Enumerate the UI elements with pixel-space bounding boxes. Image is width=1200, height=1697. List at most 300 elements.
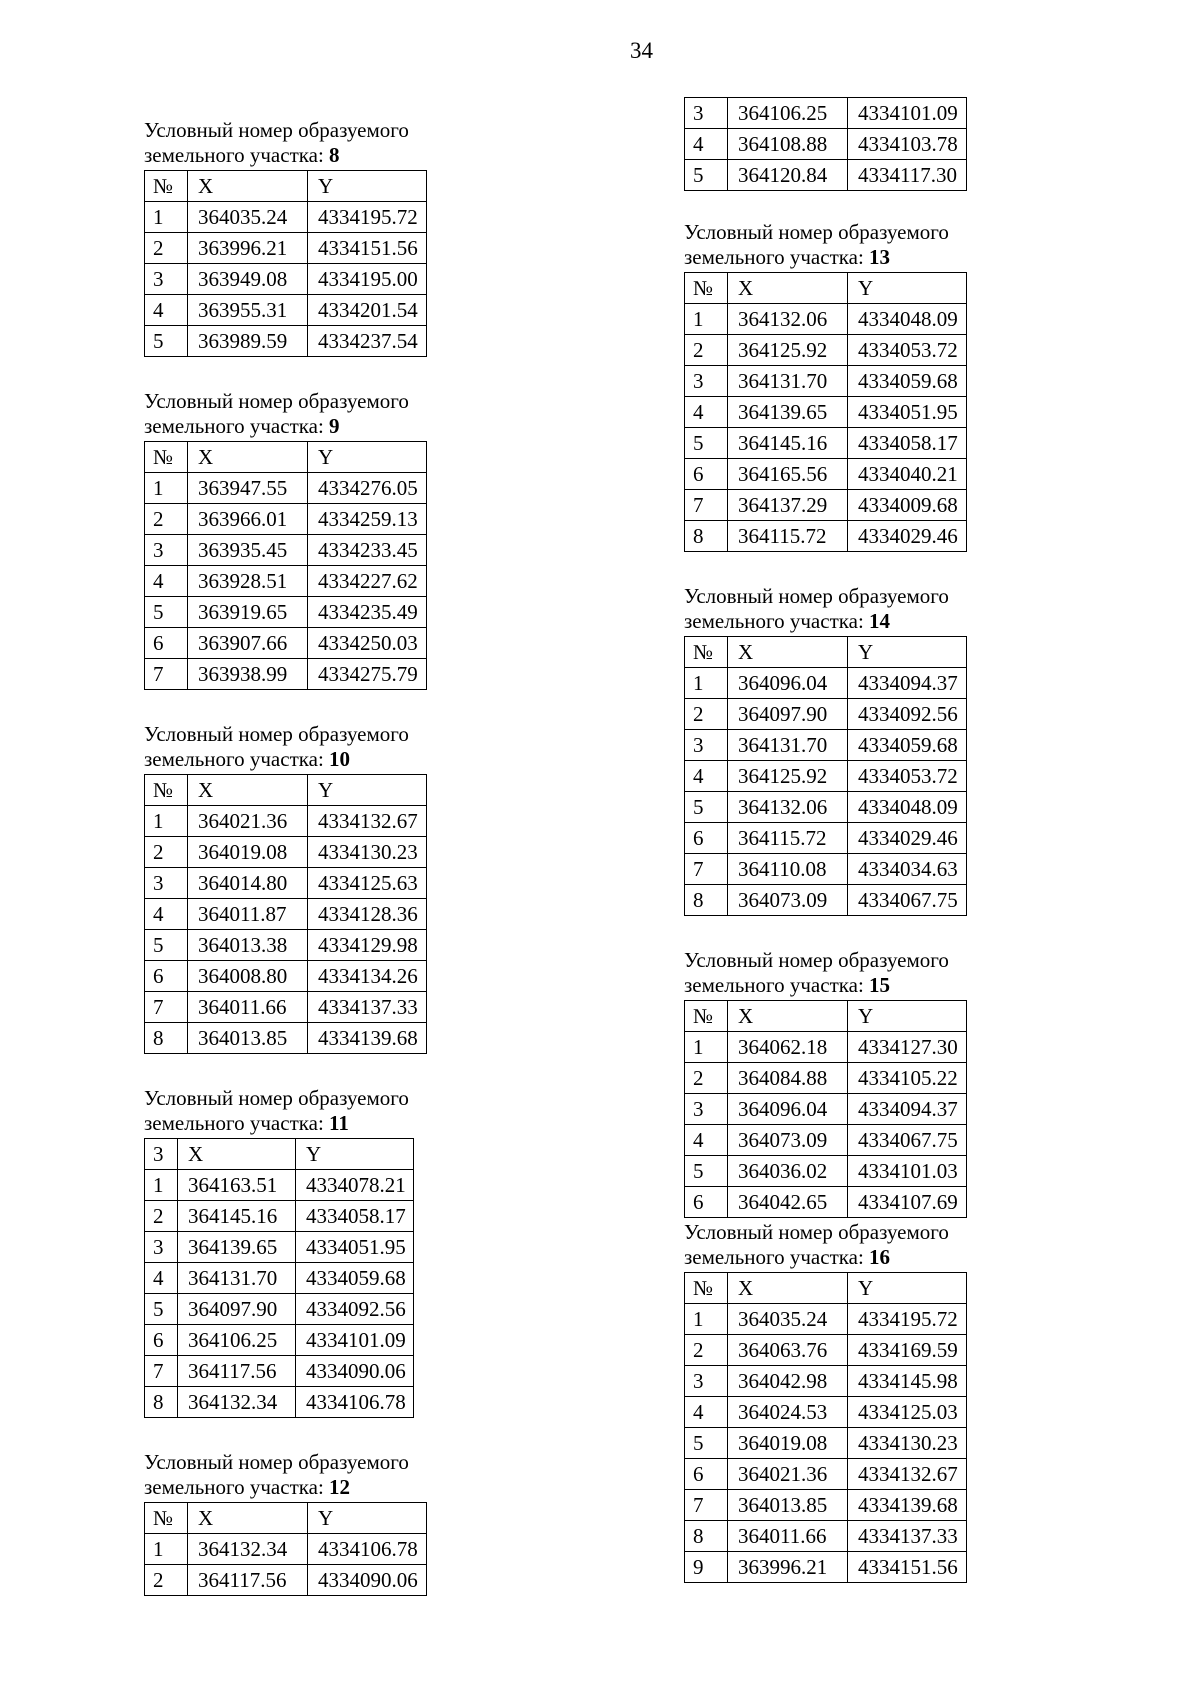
coordinates-table — [684, 97, 967, 191]
right-column — [684, 97, 1014, 1583]
point-number: 2 — [145, 233, 188, 264]
y-coordinate: 4334078.21 — [296, 1170, 414, 1201]
point-number: 4 — [685, 1397, 728, 1428]
column-header: X — [178, 1139, 296, 1170]
y-coordinate: 4334103.78 — [848, 129, 967, 160]
x-coordinate: 364062.18 — [728, 1032, 848, 1063]
x-coordinate: 364145.16 — [178, 1201, 296, 1232]
y-coordinate: 4334067.75 — [848, 1125, 967, 1156]
table-row — [145, 930, 427, 961]
coordinates-table — [144, 1502, 427, 1596]
table-row — [685, 428, 967, 459]
table-row — [685, 98, 967, 129]
heading-line-1: Условный номер образуемого — [144, 722, 409, 746]
x-coordinate: 363996.21 — [188, 233, 308, 264]
table-header-row — [145, 1503, 427, 1534]
table-row — [145, 1356, 414, 1387]
table-row — [145, 628, 427, 659]
x-coordinate: 364021.36 — [728, 1459, 848, 1490]
y-coordinate: 4334053.72 — [848, 761, 967, 792]
table-row — [685, 792, 967, 823]
table-row — [685, 1125, 967, 1156]
y-coordinate: 4334127.30 — [848, 1032, 967, 1063]
coordinates-table — [144, 170, 427, 357]
y-coordinate: 4334048.09 — [848, 792, 967, 823]
point-number: 6 — [685, 1187, 728, 1218]
point-number: 2 — [145, 1565, 188, 1596]
x-coordinate: 364096.04 — [728, 668, 848, 699]
section-heading — [144, 1086, 474, 1136]
x-coordinate: 364106.25 — [178, 1325, 296, 1356]
x-coordinate: 364139.65 — [178, 1232, 296, 1263]
y-coordinate: 4334130.23 — [848, 1428, 967, 1459]
y-coordinate: 4334058.17 — [848, 428, 967, 459]
y-coordinate: 4334009.68 — [848, 490, 967, 521]
table-row — [145, 961, 427, 992]
heading-prefix: земельного участка: — [684, 1245, 870, 1269]
column-header: 3 — [145, 1139, 178, 1170]
point-number: 8 — [145, 1387, 178, 1418]
x-coordinate: 363928.51 — [188, 566, 308, 597]
x-coordinate: 364084.88 — [728, 1063, 848, 1094]
column-header: № — [685, 637, 728, 668]
column-header: X — [188, 1503, 308, 1534]
point-number: 2 — [685, 1063, 728, 1094]
x-coordinate: 364013.38 — [188, 930, 308, 961]
column-header: № — [145, 1503, 188, 1534]
point-number: 4 — [685, 1125, 728, 1156]
column-header: Y — [848, 1001, 967, 1032]
y-coordinate: 4334029.46 — [848, 823, 967, 854]
plot-section — [144, 1450, 474, 1596]
point-number: 4 — [685, 397, 728, 428]
x-coordinate: 364035.24 — [188, 202, 308, 233]
y-coordinate: 4334101.09 — [848, 98, 967, 129]
heading-prefix: земельного участка: — [144, 747, 330, 771]
coordinates-table — [144, 1138, 414, 1418]
y-coordinate: 4334134.26 — [308, 961, 427, 992]
coordinates-table — [144, 774, 427, 1054]
heading-line-1: Условный номер образуемого — [144, 1086, 409, 1110]
table-row — [685, 1397, 967, 1428]
plot-section — [144, 1086, 474, 1418]
plot-section — [144, 118, 474, 357]
plot-section — [684, 220, 1014, 552]
heading-line-1: Условный номер образуемого — [684, 1220, 949, 1244]
x-coordinate: 364110.08 — [728, 854, 848, 885]
plot-number: 12 — [329, 1475, 351, 1499]
x-coordinate: 364073.09 — [728, 1125, 848, 1156]
point-number: 1 — [145, 1534, 188, 1565]
section-heading — [144, 722, 474, 772]
table-row — [145, 233, 427, 264]
x-coordinate: 364117.56 — [188, 1565, 308, 1596]
plot-number: 13 — [869, 245, 891, 269]
heading-line-2 — [144, 1111, 474, 1136]
y-coordinate: 4334105.22 — [848, 1063, 967, 1094]
table-row — [145, 504, 427, 535]
table-row — [685, 1521, 967, 1552]
y-coordinate: 4334237.54 — [308, 326, 427, 357]
y-coordinate: 4334058.17 — [296, 1201, 414, 1232]
point-number: 3 — [145, 264, 188, 295]
x-coordinate: 364165.56 — [728, 459, 848, 490]
point-number: 6 — [685, 1459, 728, 1490]
point-number: 5 — [685, 792, 728, 823]
point-number: 2 — [685, 699, 728, 730]
y-coordinate: 4334051.95 — [848, 397, 967, 428]
column-header: Y — [308, 171, 427, 202]
table-row — [145, 295, 427, 326]
table-row — [145, 1201, 414, 1232]
y-coordinate: 4334059.68 — [296, 1263, 414, 1294]
table-row — [685, 304, 967, 335]
table-row — [145, 597, 427, 628]
x-coordinate: 364063.76 — [728, 1335, 848, 1366]
column-header: № — [145, 775, 188, 806]
table-row — [685, 1428, 967, 1459]
table-header-row — [145, 442, 427, 473]
y-coordinate: 4334092.56 — [296, 1294, 414, 1325]
heading-prefix: земельного участка: — [144, 1475, 330, 1499]
x-coordinate: 364011.66 — [188, 992, 308, 1023]
x-coordinate: 364137.29 — [728, 490, 848, 521]
table-row — [685, 885, 967, 916]
x-coordinate: 364115.72 — [728, 521, 848, 552]
page-number: 34 — [630, 38, 653, 63]
point-number: 6 — [685, 823, 728, 854]
x-coordinate: 364019.08 — [728, 1428, 848, 1459]
heading-line-1: Условный номер образуемого — [144, 118, 409, 142]
table-row — [145, 868, 427, 899]
point-number: 3 — [145, 1232, 178, 1263]
y-coordinate: 4334276.05 — [308, 473, 427, 504]
table-row — [145, 264, 427, 295]
table-row — [145, 899, 427, 930]
x-coordinate: 364024.53 — [728, 1397, 848, 1428]
x-coordinate: 364131.70 — [178, 1263, 296, 1294]
y-coordinate: 4334125.63 — [308, 868, 427, 899]
table-row — [145, 1565, 427, 1596]
y-coordinate: 4334034.63 — [848, 854, 967, 885]
x-coordinate: 364132.06 — [728, 304, 848, 335]
table-row — [685, 668, 967, 699]
table-row — [685, 335, 967, 366]
y-coordinate: 4334040.21 — [848, 459, 967, 490]
point-number: 3 — [685, 366, 728, 397]
x-coordinate: 364042.98 — [728, 1366, 848, 1397]
heading-prefix: земельного участка: — [684, 973, 870, 997]
table-row — [685, 521, 967, 552]
column-header: № — [145, 442, 188, 473]
heading-line-2 — [144, 747, 474, 772]
point-number: 4 — [145, 295, 188, 326]
table-row — [145, 1294, 414, 1325]
y-coordinate: 4334139.68 — [308, 1023, 427, 1054]
point-number: 1 — [685, 1304, 728, 1335]
column-header: Y — [308, 1503, 427, 1534]
point-number: 4 — [685, 129, 728, 160]
table-row — [685, 1552, 967, 1583]
point-number: 3 — [145, 535, 188, 566]
heading-line-2 — [144, 143, 474, 168]
table-row — [685, 730, 967, 761]
y-coordinate: 4334129.98 — [308, 930, 427, 961]
plot-number: 9 — [329, 414, 340, 438]
x-coordinate: 363966.01 — [188, 504, 308, 535]
y-coordinate: 4334132.67 — [308, 806, 427, 837]
x-coordinate: 364108.88 — [728, 129, 848, 160]
point-number: 3 — [685, 1094, 728, 1125]
table-row — [145, 1325, 414, 1356]
heading-line-2 — [144, 1475, 474, 1500]
point-number: 4 — [145, 1263, 178, 1294]
point-number: 4 — [145, 899, 188, 930]
x-coordinate: 364021.36 — [188, 806, 308, 837]
y-coordinate: 4334250.03 — [308, 628, 427, 659]
y-coordinate: 4334059.68 — [848, 730, 967, 761]
point-number: 3 — [145, 868, 188, 899]
point-number: 9 — [685, 1552, 728, 1583]
y-coordinate: 4334195.72 — [848, 1304, 967, 1335]
table-row — [685, 160, 967, 191]
table-row — [145, 566, 427, 597]
point-number: 3 — [685, 730, 728, 761]
heading-line-2 — [144, 414, 474, 439]
heading-prefix: земельного участка: — [144, 414, 330, 438]
coordinates-table — [684, 272, 967, 552]
table-header-row — [145, 171, 427, 202]
y-coordinate: 4334092.56 — [848, 699, 967, 730]
y-coordinate: 4334145.98 — [848, 1366, 967, 1397]
y-coordinate: 4334169.59 — [848, 1335, 967, 1366]
table-header-row — [685, 1001, 967, 1032]
y-coordinate: 4334101.09 — [296, 1325, 414, 1356]
point-number: 7 — [145, 992, 188, 1023]
point-number: 7 — [685, 1490, 728, 1521]
table-header-row — [685, 273, 967, 304]
table-row — [145, 1170, 414, 1201]
table-row — [685, 459, 967, 490]
point-number: 2 — [145, 1201, 178, 1232]
point-number: 3 — [685, 98, 728, 129]
plot-number: 14 — [869, 609, 891, 633]
column-header: Y — [848, 273, 967, 304]
x-coordinate: 364131.70 — [728, 730, 848, 761]
y-coordinate: 4334107.69 — [848, 1187, 967, 1218]
point-number: 2 — [685, 335, 728, 366]
heading-line-1: Условный номер образуемого — [684, 584, 949, 608]
column-header: Y — [848, 1273, 967, 1304]
plot-section — [684, 1220, 1014, 1583]
x-coordinate: 363919.65 — [188, 597, 308, 628]
x-coordinate: 364096.04 — [728, 1094, 848, 1125]
y-coordinate: 4334067.75 — [848, 885, 967, 916]
point-number: 5 — [145, 1294, 178, 1325]
table-row — [145, 473, 427, 504]
table-header-row — [685, 637, 967, 668]
section-heading — [144, 1450, 474, 1500]
table-row — [685, 129, 967, 160]
coordinates-table — [684, 636, 967, 916]
y-coordinate: 4334195.72 — [308, 202, 427, 233]
section-heading — [684, 584, 1014, 634]
column-header: Y — [296, 1139, 414, 1170]
table-row — [145, 535, 427, 566]
section-heading — [684, 220, 1014, 270]
y-coordinate: 4334125.03 — [848, 1397, 967, 1428]
table-header-row — [145, 775, 427, 806]
y-coordinate: 4334094.37 — [848, 668, 967, 699]
plot-section — [144, 389, 474, 690]
x-coordinate: 363949.08 — [188, 264, 308, 295]
x-coordinate: 364013.85 — [728, 1490, 848, 1521]
column-header: X — [728, 637, 848, 668]
point-number: 2 — [145, 837, 188, 868]
table-row — [685, 699, 967, 730]
x-coordinate: 363935.45 — [188, 535, 308, 566]
y-coordinate: 4334048.09 — [848, 304, 967, 335]
table-row — [685, 1304, 967, 1335]
column-header: Y — [848, 637, 967, 668]
table-row — [145, 806, 427, 837]
section-heading — [144, 389, 474, 439]
table-row — [145, 1232, 414, 1263]
coordinates-table — [684, 1000, 967, 1218]
x-coordinate: 364145.16 — [728, 428, 848, 459]
plot-number: 16 — [869, 1245, 891, 1269]
column-header: Y — [308, 775, 427, 806]
table-row — [685, 1187, 967, 1218]
heading-line-1: Условный номер образуемого — [684, 948, 949, 972]
plot-section — [684, 584, 1014, 916]
x-coordinate: 363938.99 — [188, 659, 308, 690]
point-number: 7 — [685, 854, 728, 885]
column-header: X — [728, 273, 848, 304]
table-header-row — [145, 1139, 414, 1170]
y-coordinate: 4334195.00 — [308, 264, 427, 295]
table-row — [145, 1023, 427, 1054]
x-coordinate: 364008.80 — [188, 961, 308, 992]
point-number: 7 — [685, 490, 728, 521]
point-number: 5 — [145, 597, 188, 628]
section-heading — [684, 1220, 1014, 1270]
heading-line-1: Условный номер образуемого — [144, 389, 409, 413]
y-coordinate: 4334201.54 — [308, 295, 427, 326]
point-number: 1 — [145, 1170, 178, 1201]
column-header: № — [145, 171, 188, 202]
table-row — [685, 1063, 967, 1094]
plot-number: 8 — [329, 143, 340, 167]
x-coordinate: 364115.72 — [728, 823, 848, 854]
heading-line-2 — [684, 1245, 1014, 1270]
table-header-row — [685, 1273, 967, 1304]
heading-line-2 — [684, 245, 1014, 270]
x-coordinate: 364163.51 — [178, 1170, 296, 1201]
heading-prefix: земельного участка: — [144, 1111, 330, 1135]
point-number: 3 — [685, 1366, 728, 1397]
column-header: № — [685, 273, 728, 304]
x-coordinate: 364036.02 — [728, 1156, 848, 1187]
point-number: 5 — [685, 160, 728, 191]
plot-number: 11 — [329, 1111, 349, 1135]
section-heading — [144, 118, 474, 168]
y-coordinate: 4334139.68 — [848, 1490, 967, 1521]
x-coordinate: 364097.90 — [178, 1294, 296, 1325]
heading-prefix: земельного участка: — [684, 245, 870, 269]
table-row — [685, 1459, 967, 1490]
x-coordinate: 364097.90 — [728, 699, 848, 730]
column-header: X — [728, 1001, 848, 1032]
y-coordinate: 4334137.33 — [308, 992, 427, 1023]
table-row — [685, 366, 967, 397]
x-coordinate: 364120.84 — [728, 160, 848, 191]
x-coordinate: 363955.31 — [188, 295, 308, 326]
x-coordinate: 364011.66 — [728, 1521, 848, 1552]
table-row — [145, 1387, 414, 1418]
point-number: 6 — [145, 961, 188, 992]
y-coordinate: 4334106.78 — [308, 1534, 427, 1565]
plot-number: 15 — [869, 973, 891, 997]
column-header: X — [728, 1273, 848, 1304]
point-number: 1 — [685, 304, 728, 335]
column-header: Y — [308, 442, 427, 473]
y-coordinate: 4334128.36 — [308, 899, 427, 930]
heading-line-1: Условный номер образуемого — [684, 220, 949, 244]
x-coordinate: 363907.66 — [188, 628, 308, 659]
point-number: 2 — [145, 504, 188, 535]
section-heading — [684, 948, 1014, 998]
y-coordinate: 4334235.49 — [308, 597, 427, 628]
x-coordinate: 364132.06 — [728, 792, 848, 823]
table-row — [145, 837, 427, 868]
x-coordinate: 364131.70 — [728, 366, 848, 397]
table-row — [685, 397, 967, 428]
table-row — [685, 1032, 967, 1063]
x-coordinate: 363996.21 — [728, 1552, 848, 1583]
point-number: 7 — [145, 659, 188, 690]
y-coordinate: 4334151.56 — [848, 1552, 967, 1583]
plot-section — [144, 722, 474, 1054]
y-coordinate: 4334233.45 — [308, 535, 427, 566]
point-number: 5 — [145, 326, 188, 357]
point-number: 5 — [685, 1156, 728, 1187]
table-row — [685, 823, 967, 854]
plot-section — [684, 948, 1014, 1218]
point-number: 8 — [145, 1023, 188, 1054]
point-number: 5 — [145, 930, 188, 961]
table-row — [685, 1335, 967, 1366]
point-number: 1 — [685, 1032, 728, 1063]
table-row — [145, 992, 427, 1023]
point-number: 1 — [145, 202, 188, 233]
point-number: 2 — [685, 1335, 728, 1366]
y-coordinate: 4334117.30 — [848, 160, 967, 191]
table-row — [685, 1490, 967, 1521]
heading-line-2 — [684, 609, 1014, 634]
y-coordinate: 4334275.79 — [308, 659, 427, 690]
y-coordinate: 4334106.78 — [296, 1387, 414, 1418]
y-coordinate: 4334227.62 — [308, 566, 427, 597]
x-coordinate: 364125.92 — [728, 335, 848, 366]
point-number: 8 — [685, 521, 728, 552]
column-header: X — [188, 775, 308, 806]
coordinates-table — [684, 1272, 967, 1583]
heading-line-1: Условный номер образуемого — [144, 1450, 409, 1474]
table-row — [685, 490, 967, 521]
table-row — [145, 659, 427, 690]
table-row — [145, 326, 427, 357]
